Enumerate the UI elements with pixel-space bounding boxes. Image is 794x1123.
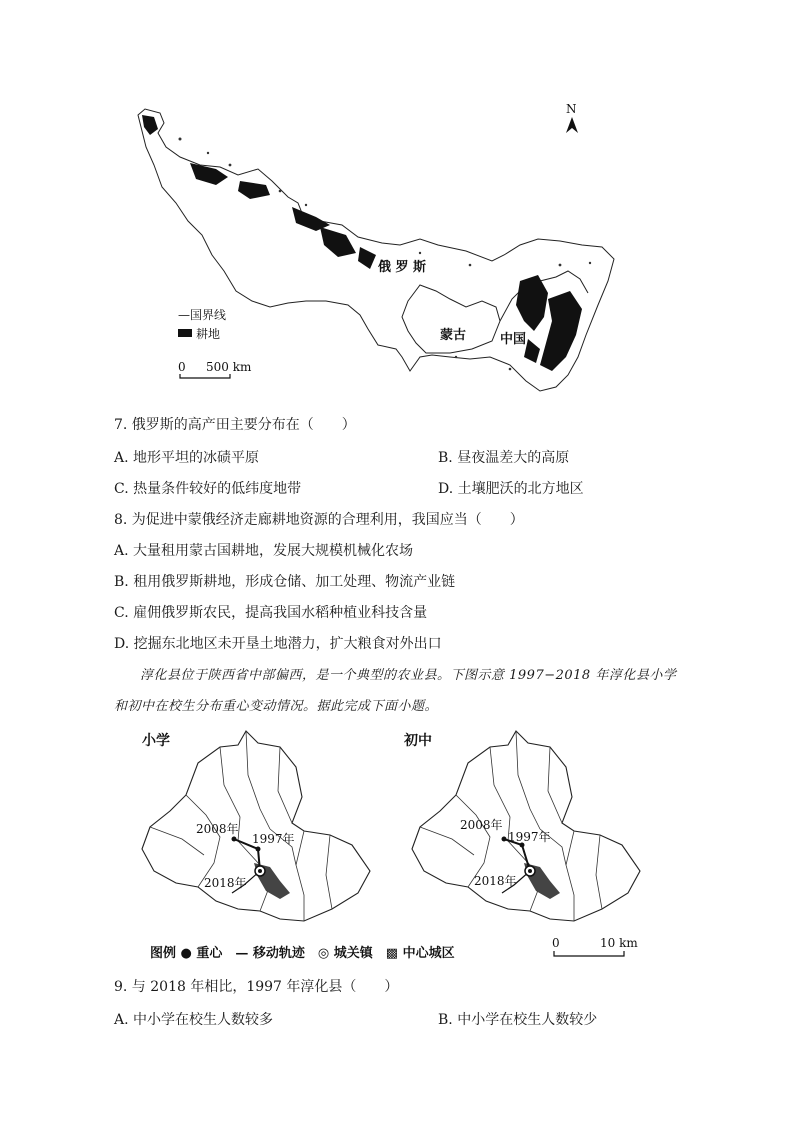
scale2-end: 10 km [600,936,638,950]
q9-option-b[interactable]: B. 中小学在校生人数较少 [438,1012,598,1028]
primary-2018: 2018年 [204,876,247,890]
scale2-bar [554,951,624,956]
junior-2008: 2008年 [460,818,503,832]
passage-line-2: 和初中在校生分布重心变动情况。据此完成下面小题。 [114,699,439,714]
q7-option-b[interactable]: B. 昼夜温差大的高原 [438,450,570,466]
scale1-bar [180,374,230,378]
junior-title: 初中 [404,733,432,749]
primary-title: 小学 [142,733,170,749]
primary-1997: 1997年 [252,832,295,846]
q7-option-c[interactable]: C. 热量条件较好的低纬度地带 [114,481,302,497]
passage-line-1: 淳化县位于陕西省中部偏西，是一个典型的农业县。下图示意 1997−2018 年淳化县小学 [140,668,677,683]
q9-stem: 9. 与 2018 年相比，1997 年淳化县（ ） [114,979,399,995]
scale1-end: 500 km [206,360,252,374]
q8-option-b[interactable]: B. 租用俄罗斯耕地，形成仓储、加工处理、物流产业链 [114,574,456,590]
q7-option-d[interactable]: D. 土壤肥沃的北方地区 [438,481,584,497]
q7-option-a[interactable]: A. 地形平坦的冰碛平原 [114,450,260,466]
primary-2008: 2008年 [196,822,239,836]
chunhua-school-centroid-map [120,725,660,970]
legend-border-label: —国界线 [178,308,227,322]
north-label: N [566,102,577,116]
q7-stem: 7. 俄罗斯的高产田主要分布在（ ） [114,417,356,433]
q8-stem: 8. 为促进中蒙俄经济走廊耕地资源的合理利用，我国应当（ ） [114,512,524,528]
junior-1997: 1997年 [508,830,551,844]
label-mongolia: 蒙古 [440,328,467,343]
russia-farmland-map [120,95,640,405]
legend-farmland-label: 耕地 [196,327,221,341]
map-junior-high [403,731,640,921]
q8-option-a[interactable]: A. 大量租用蒙古国耕地，发展大规模机械化农场 [114,543,414,559]
legend-farmland-swatch [178,329,192,337]
q8-option-c[interactable]: C. 雇佣俄罗斯农民，提高我国水稻种植业科技含量 [114,605,428,621]
label-russia: 俄 罗 斯 [378,260,427,275]
map2-legend: 图例 ● 重心 — 移动轨迹 ◎ 城关镇 ▩ 中心城区 [150,946,455,961]
scale1-start: 0 [178,360,186,374]
q8-option-d[interactable]: D. 挖掘东北地区未开垦土地潜力，扩大粮食对外出口 [114,636,442,652]
north-arrow-icon [566,117,578,133]
scale2-start: 0 [552,936,560,950]
russia-outline [138,109,614,391]
map-primary-school [142,731,370,921]
q9-option-a[interactable]: A. 中小学在校生人数较多 [114,1012,274,1028]
label-china: 中国 [500,332,527,347]
junior-2018: 2018年 [474,874,517,888]
